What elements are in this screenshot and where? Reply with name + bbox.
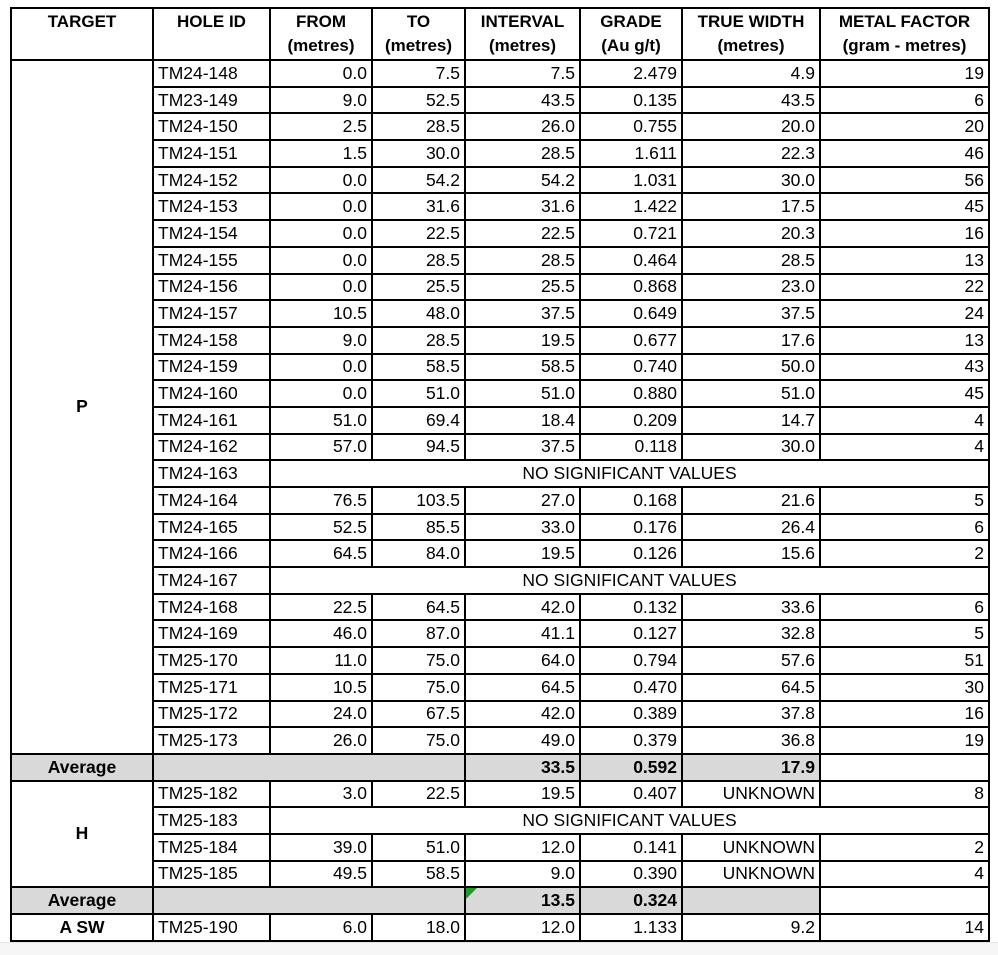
interval-cell: 28.5 xyxy=(465,140,580,167)
grade-cell: 2.479 xyxy=(580,60,682,87)
average-row xyxy=(11,754,989,781)
sheet-footer-strip xyxy=(0,942,998,955)
table-row xyxy=(11,834,989,861)
true-width-cell: 51.0 xyxy=(682,380,820,407)
grade-cell: 0.880 xyxy=(580,380,682,407)
table-row xyxy=(11,113,989,140)
table-row xyxy=(11,861,989,888)
true-width-cell: 30.0 xyxy=(682,167,820,194)
interval-cell: 54.2 xyxy=(465,167,580,194)
true-width-cell: 30.0 xyxy=(682,434,820,461)
target-cell: A SW xyxy=(11,914,153,941)
hole-id-cell: TM25-184 xyxy=(153,834,270,861)
interval-cell: 28.5 xyxy=(465,247,580,274)
to-cell: 51.0 xyxy=(372,834,465,861)
from-cell: 46.0 xyxy=(270,620,372,647)
table-row xyxy=(11,354,989,381)
grade-cell: 0.464 xyxy=(580,247,682,274)
metal-factor-cell: 45 xyxy=(820,380,989,407)
hole-id-cell: TM25-190 xyxy=(153,914,270,941)
to-cell: 84.0 xyxy=(372,540,465,567)
hole-id-cell: TM23-149 xyxy=(153,87,270,114)
metal-factor-cell: 43 xyxy=(820,354,989,381)
interval-cell: 37.5 xyxy=(465,300,580,327)
from-cell: 57.0 xyxy=(270,434,372,461)
table-row xyxy=(11,220,989,247)
hole-id-cell: TM25-173 xyxy=(153,727,270,754)
metal-factor-cell: 13 xyxy=(820,247,989,274)
table-row xyxy=(11,781,989,808)
true-width-cell: 26.4 xyxy=(682,514,820,541)
from-cell: 26.0 xyxy=(270,727,372,754)
table-row xyxy=(11,327,989,354)
to-cell: 30.0 xyxy=(372,140,465,167)
table-row xyxy=(11,193,989,220)
grade-cell: 0.126 xyxy=(580,540,682,567)
to-cell: 22.5 xyxy=(372,781,465,808)
interval-cell: 42.0 xyxy=(465,701,580,728)
hole-id-cell: TM24-157 xyxy=(153,300,270,327)
true-width-cell: 33.6 xyxy=(682,594,820,621)
interval-cell: 19.5 xyxy=(465,327,580,354)
to-cell: 52.5 xyxy=(372,87,465,114)
true-width-cell: 17.5 xyxy=(682,193,820,220)
metal-factor-cell: 51 xyxy=(820,647,989,674)
from-cell: 0.0 xyxy=(270,380,372,407)
true-width-cell: 28.5 xyxy=(682,247,820,274)
true-width-cell: 20.3 xyxy=(682,220,820,247)
from-cell: 6.0 xyxy=(270,914,372,941)
grade-cell: 0.794 xyxy=(580,647,682,674)
header-row xyxy=(11,8,989,60)
hole-id-cell: TM24-168 xyxy=(153,594,270,621)
to-cell: 48.0 xyxy=(372,300,465,327)
from-cell: 0.0 xyxy=(270,60,372,87)
table-row xyxy=(11,914,989,941)
table-row xyxy=(11,434,989,461)
interval-cell: 27.0 xyxy=(465,487,580,514)
column-header-interval xyxy=(465,8,580,60)
column-title: GRADE xyxy=(600,12,662,31)
true-width-cell: 20.0 xyxy=(682,113,820,140)
grade-cell: 0.168 xyxy=(580,487,682,514)
hole-id-cell: TM24-159 xyxy=(153,354,270,381)
from-cell: 0.0 xyxy=(270,247,372,274)
table-row xyxy=(11,594,989,621)
grade-cell: 0.740 xyxy=(580,354,682,381)
from-cell: 11.0 xyxy=(270,647,372,674)
hole-id-cell: TM24-152 xyxy=(153,167,270,194)
average-true-width-cell xyxy=(682,887,820,914)
hole-id-cell: TM24-151 xyxy=(153,140,270,167)
from-cell: 0.0 xyxy=(270,274,372,301)
metal-factor-cell: 6 xyxy=(820,594,989,621)
average-grade-cell: 0.592 xyxy=(580,754,682,781)
from-cell: 10.5 xyxy=(270,674,372,701)
table-body xyxy=(11,60,989,941)
interval-cell: 42.0 xyxy=(465,594,580,621)
metal-factor-cell: 2 xyxy=(820,540,989,567)
interval-cell: 12.0 xyxy=(465,914,580,941)
average-label-cell: Average xyxy=(11,887,153,914)
column-header-metal-factor xyxy=(820,8,989,60)
from-cell: 0.0 xyxy=(270,354,372,381)
metal-factor-cell: 14 xyxy=(820,914,989,941)
table-row xyxy=(11,647,989,674)
table-row xyxy=(11,274,989,301)
metal-factor-cell: 16 xyxy=(820,220,989,247)
comment-flag-icon xyxy=(466,888,477,899)
from-cell: 9.0 xyxy=(270,87,372,114)
column-header-from xyxy=(270,8,372,60)
true-width-cell: UNKNOWN xyxy=(682,834,820,861)
table-header xyxy=(11,8,989,60)
interval-cell: 19.5 xyxy=(465,781,580,808)
hole-id-cell: TM25-171 xyxy=(153,674,270,701)
to-cell: 7.5 xyxy=(372,60,465,87)
metal-factor-cell: 2 xyxy=(820,834,989,861)
grade-cell: 0.176 xyxy=(580,514,682,541)
to-cell: 28.5 xyxy=(372,247,465,274)
interval-cell: 58.5 xyxy=(465,354,580,381)
table-row xyxy=(11,407,989,434)
interval-cell: 19.5 xyxy=(465,540,580,567)
grade-cell: 0.677 xyxy=(580,327,682,354)
from-cell: 52.5 xyxy=(270,514,372,541)
hole-id-cell: TM25-182 xyxy=(153,781,270,808)
table-row xyxy=(11,247,989,274)
column-title: FROM xyxy=(295,12,347,31)
metal-factor-cell: 4 xyxy=(820,434,989,461)
from-cell: 0.0 xyxy=(270,167,372,194)
column-unit: (metres) xyxy=(717,36,785,55)
hole-id-cell: TM24-162 xyxy=(153,434,270,461)
table-row xyxy=(11,514,989,541)
interval-cell: 25.5 xyxy=(465,274,580,301)
metal-factor-cell: 5 xyxy=(820,620,989,647)
hole-id-cell: TM24-169 xyxy=(153,620,270,647)
true-width-cell: 37.8 xyxy=(682,701,820,728)
true-width-cell: 36.8 xyxy=(682,727,820,754)
true-width-cell: UNKNOWN xyxy=(682,781,820,808)
no-significant-values-cell: NO SIGNIFICANT VALUES xyxy=(270,807,989,834)
grade-cell: 0.407 xyxy=(580,781,682,808)
interval-cell: 51.0 xyxy=(465,380,580,407)
column-unit: (gram - metres) xyxy=(842,36,967,55)
drill-results-table xyxy=(10,7,990,942)
to-cell: 75.0 xyxy=(372,727,465,754)
from-cell: 2.5 xyxy=(270,113,372,140)
true-width-cell: 14.7 xyxy=(682,407,820,434)
metal-factor-cell: 5 xyxy=(820,487,989,514)
true-width-cell: 23.0 xyxy=(682,274,820,301)
table-row xyxy=(11,540,989,567)
interval-cell: 49.0 xyxy=(465,727,580,754)
to-cell: 25.5 xyxy=(372,274,465,301)
grade-cell: 0.389 xyxy=(580,701,682,728)
grade-cell: 0.390 xyxy=(580,861,682,888)
true-width-cell: 4.9 xyxy=(682,60,820,87)
to-cell: 75.0 xyxy=(372,674,465,701)
hole-id-cell: TM24-161 xyxy=(153,407,270,434)
hole-id-cell: TM24-163 xyxy=(153,460,270,487)
metal-factor-cell: 22 xyxy=(820,274,989,301)
grade-cell: 1.611 xyxy=(580,140,682,167)
table-row xyxy=(11,380,989,407)
true-width-cell: 32.8 xyxy=(682,620,820,647)
hole-id-cell: TM24-166 xyxy=(153,540,270,567)
table-row xyxy=(11,300,989,327)
from-cell: 24.0 xyxy=(270,701,372,728)
grade-cell: 0.721 xyxy=(580,220,682,247)
no-significant-values-cell: NO SIGNIFICANT VALUES xyxy=(270,567,989,594)
to-cell: 69.4 xyxy=(372,407,465,434)
grade-cell: 0.118 xyxy=(580,434,682,461)
table-row xyxy=(11,60,989,87)
from-cell: 51.0 xyxy=(270,407,372,434)
metal-factor-cell: 56 xyxy=(820,167,989,194)
grade-cell: 1.422 xyxy=(580,193,682,220)
to-cell: 87.0 xyxy=(372,620,465,647)
table-row xyxy=(11,460,989,487)
to-cell: 28.5 xyxy=(372,113,465,140)
interval-cell: 9.0 xyxy=(465,861,580,888)
hole-id-cell: TM25-170 xyxy=(153,647,270,674)
from-cell: 0.0 xyxy=(270,220,372,247)
column-title: TO xyxy=(406,12,431,31)
metal-factor-cell: 4 xyxy=(820,407,989,434)
column-title: HOLE ID xyxy=(177,12,246,31)
true-width-cell: 9.2 xyxy=(682,914,820,941)
metal-factor-cell: 20 xyxy=(820,113,989,140)
grade-cell: 0.209 xyxy=(580,407,682,434)
to-cell: 58.5 xyxy=(372,354,465,381)
metal-factor-cell: 13 xyxy=(820,327,989,354)
table-row xyxy=(11,487,989,514)
true-width-cell: 15.6 xyxy=(682,540,820,567)
column-title: INTERVAL xyxy=(480,12,565,31)
from-cell: 39.0 xyxy=(270,834,372,861)
column-header-true-width xyxy=(682,8,820,60)
table-row xyxy=(11,167,989,194)
true-width-cell: 37.5 xyxy=(682,300,820,327)
from-cell: 1.5 xyxy=(270,140,372,167)
average-spacer-cell xyxy=(153,887,465,914)
metal-factor-cell: 30 xyxy=(820,674,989,701)
hole-id-cell: TM24-154 xyxy=(153,220,270,247)
true-width-cell: 43.5 xyxy=(682,87,820,114)
true-width-cell: 22.3 xyxy=(682,140,820,167)
column-unit: (metres) xyxy=(384,36,453,55)
table-row xyxy=(11,701,989,728)
metal-factor-cell: 8 xyxy=(820,781,989,808)
grade-cell: 1.133 xyxy=(580,914,682,941)
metal-factor-cell: 6 xyxy=(820,514,989,541)
grade-cell: 0.135 xyxy=(580,87,682,114)
to-cell: 67.5 xyxy=(372,701,465,728)
interval-cell: 7.5 xyxy=(465,60,580,87)
true-width-cell: 64.5 xyxy=(682,674,820,701)
grade-cell: 0.132 xyxy=(580,594,682,621)
average-spacer-cell xyxy=(153,754,465,781)
from-cell: 76.5 xyxy=(270,487,372,514)
interval-cell: 37.5 xyxy=(465,434,580,461)
column-title: METAL FACTOR xyxy=(838,12,971,31)
to-cell: 103.5 xyxy=(372,487,465,514)
grade-cell: 0.127 xyxy=(580,620,682,647)
metal-factor-cell: 6 xyxy=(820,87,989,114)
from-cell: 9.0 xyxy=(270,327,372,354)
metal-factor-cell: 24 xyxy=(820,300,989,327)
grade-cell: 1.031 xyxy=(580,167,682,194)
column-header-grade xyxy=(580,8,682,60)
grade-cell: 0.141 xyxy=(580,834,682,861)
column-title: TRUE WIDTH xyxy=(697,12,805,31)
interval-cell: 12.0 xyxy=(465,834,580,861)
hole-id-cell: TM25-185 xyxy=(153,861,270,888)
true-width-cell: 17.6 xyxy=(682,327,820,354)
metal-factor-cell: 19 xyxy=(820,60,989,87)
to-cell: 31.6 xyxy=(372,193,465,220)
to-cell: 75.0 xyxy=(372,647,465,674)
grade-cell: 0.379 xyxy=(580,727,682,754)
hole-id-cell: TM25-183 xyxy=(153,807,270,834)
hole-id-cell: TM24-155 xyxy=(153,247,270,274)
grade-cell: 0.649 xyxy=(580,300,682,327)
hole-id-cell: TM24-148 xyxy=(153,60,270,87)
grade-cell: 0.755 xyxy=(580,113,682,140)
to-cell: 51.0 xyxy=(372,380,465,407)
average-metal-factor-cell xyxy=(820,754,989,781)
from-cell: 3.0 xyxy=(270,781,372,808)
to-cell: 94.5 xyxy=(372,434,465,461)
hole-id-cell: TM24-167 xyxy=(153,567,270,594)
interval-cell: 64.5 xyxy=(465,674,580,701)
true-width-cell: UNKNOWN xyxy=(682,861,820,888)
hole-id-cell: TM24-158 xyxy=(153,327,270,354)
average-metal-factor-cell xyxy=(820,887,989,914)
table-row xyxy=(11,674,989,701)
to-cell: 22.5 xyxy=(372,220,465,247)
from-cell: 22.5 xyxy=(270,594,372,621)
metal-factor-cell: 45 xyxy=(820,193,989,220)
from-cell: 0.0 xyxy=(270,193,372,220)
interval-cell: 26.0 xyxy=(465,113,580,140)
average-true-width-cell: 17.9 xyxy=(682,754,820,781)
hole-id-cell: TM24-160 xyxy=(153,380,270,407)
no-significant-values-cell: NO SIGNIFICANT VALUES xyxy=(270,460,989,487)
average-label-cell: Average xyxy=(11,754,153,781)
column-unit: (metres) xyxy=(488,36,557,55)
true-width-cell: 57.6 xyxy=(682,647,820,674)
from-cell: 10.5 xyxy=(270,300,372,327)
column-unit: (Au g/t) xyxy=(601,36,661,55)
average-grade-cell: 0.324 xyxy=(580,887,682,914)
table-row xyxy=(11,567,989,594)
hole-id-cell: TM24-156 xyxy=(153,274,270,301)
column-title: TARGET xyxy=(47,12,117,31)
hole-id-cell: TM24-164 xyxy=(153,487,270,514)
average-interval-cell: 13.5 xyxy=(465,887,580,914)
interval-cell: 64.0 xyxy=(465,647,580,674)
to-cell: 58.5 xyxy=(372,861,465,888)
metal-factor-cell: 19 xyxy=(820,727,989,754)
to-cell: 18.0 xyxy=(372,914,465,941)
hole-id-cell: TM24-165 xyxy=(153,514,270,541)
column-header-target xyxy=(11,8,153,60)
hole-id-cell: TM25-172 xyxy=(153,701,270,728)
interval-cell: 43.5 xyxy=(465,87,580,114)
hole-id-cell: TM24-153 xyxy=(153,193,270,220)
metal-factor-cell: 4 xyxy=(820,861,989,888)
interval-cell: 18.4 xyxy=(465,407,580,434)
table-row xyxy=(11,87,989,114)
target-cell: P xyxy=(11,60,153,754)
grade-cell: 0.868 xyxy=(580,274,682,301)
true-width-cell: 50.0 xyxy=(682,354,820,381)
table-row xyxy=(11,140,989,167)
grade-cell: 0.470 xyxy=(580,674,682,701)
average-row xyxy=(11,887,989,914)
interval-cell: 22.5 xyxy=(465,220,580,247)
table-row xyxy=(11,727,989,754)
average-interval-cell: 33.5 xyxy=(465,754,580,781)
table-row xyxy=(11,620,989,647)
target-cell: H xyxy=(11,781,153,888)
to-cell: 54.2 xyxy=(372,167,465,194)
hole-id-cell: TM24-150 xyxy=(153,113,270,140)
to-cell: 28.5 xyxy=(372,327,465,354)
to-cell: 64.5 xyxy=(372,594,465,621)
from-cell: 49.5 xyxy=(270,861,372,888)
column-header-hole-id xyxy=(153,8,270,60)
metal-factor-cell: 16 xyxy=(820,701,989,728)
interval-cell: 33.0 xyxy=(465,514,580,541)
column-unit: (metres) xyxy=(287,36,355,55)
true-width-cell: 21.6 xyxy=(682,487,820,514)
interval-cell: 31.6 xyxy=(465,193,580,220)
column-header-to xyxy=(372,8,465,60)
interval-cell: 41.1 xyxy=(465,620,580,647)
to-cell: 85.5 xyxy=(372,514,465,541)
table-row xyxy=(11,807,989,834)
from-cell: 64.5 xyxy=(270,540,372,567)
metal-factor-cell: 46 xyxy=(820,140,989,167)
